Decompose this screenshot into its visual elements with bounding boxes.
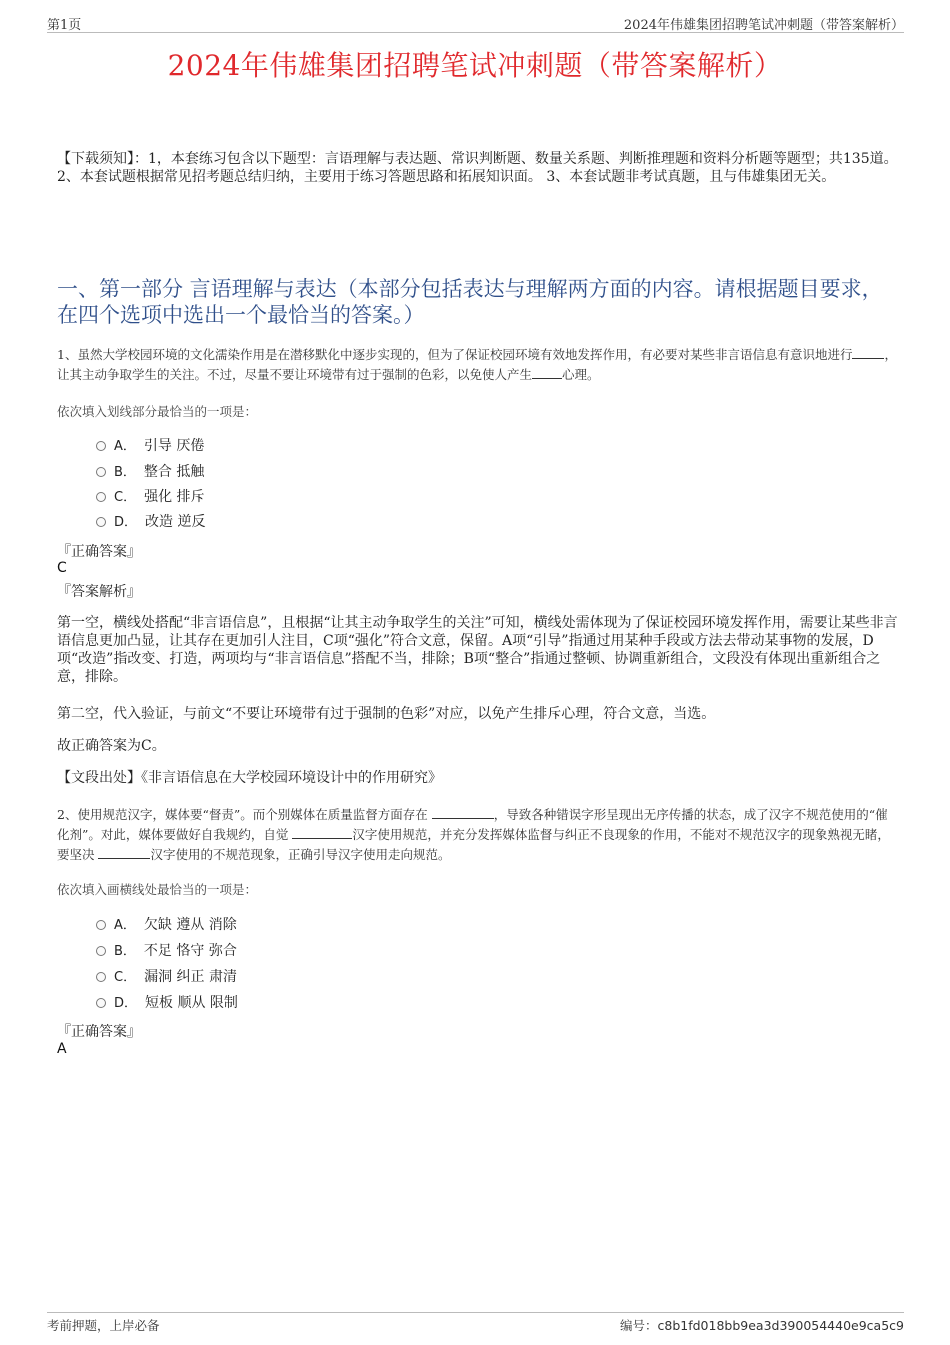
radio-icon[interactable] [96,972,106,982]
fill-blank [292,826,352,839]
question-1-stem: 1、虽然大学校园环境的文化濡染作用是在潜移默化中逐步实现的，但为了保证校园环境有效地发挥作用，有必要对某些非言语信息有意识地进行 ，让其主动争取学生的关注。不过，尽量不要让环境带有过于强制的色彩，以免使人产生 心理。 [57,347,897,382]
question-2-stem: 2、使用规范汉字，媒体要“督责”。而个别媒体在质量监督方面存在 ，导致各种错误字形呈现出无序传播的状态，成了汉字不规范使用的“催化剂”。对此，媒体要做好自我规约，自觉 汉字使用规范，并充分发挥媒体监督与纠正不良现象的作用，不能对不规范汉字的现象熟视无睹，要坚决 汉字使用的不规范现象，正确引导汉字使用走向规范。 [57,807,890,862]
fill-blank [432,806,494,819]
page-number: 第1页 [47,18,82,33]
radio-icon[interactable] [96,920,106,930]
question-1-source: 【文段出处】《非言语信息在大学校园环境设计中的作用研究》 [57,770,442,786]
radio-icon[interactable] [96,946,106,956]
section-heading: 一、第一部分 言语理解与表达（本部分包括表达与理解两方面的内容。请根据题目要求，在四个选项中选出一个最恰当的答案。） [57,277,883,327]
footer-slogan: 考前押题，上岸必备 [47,1318,160,1333]
radio-icon[interactable] [96,517,106,527]
question-1-answer: C [57,560,67,576]
question-2-option-a[interactable]: A． 欠缺 遵从 消除 [96,915,237,935]
question-1-analysis-label: 『答案解析』 [57,584,141,600]
question-1-answer-label: 『正确答案』 [57,544,141,560]
footer-document-id: 编号：c8b1fd018bb9ea3d390054440e9ca5c9 [619,1318,904,1333]
header-doc-title: 2024年伟雄集团招聘笔试冲刺题（带答案解析） [623,18,904,33]
download-notice: 【下载须知】：1，本套练习包含以下题型：言语理解与表达题、常识判断题、数量关系题、判断推理题和资料分析题等题型；共135道。 2、本套试题根据常见招考题总结归纳，主要用于练习答题思路和拓展知识面。 3、本套试题非考试真题，且与伟雄集团无关。 [57,151,898,185]
fill-blank [98,846,150,859]
fill-blank [852,346,884,359]
question-2-option-b[interactable]: B． 不足 恪守 弥合 [96,941,237,961]
question-1-option-a[interactable]: A． 引导 厌倦 [96,436,204,456]
radio-icon[interactable] [96,467,106,477]
question-1-hint: 依次填入划线部分最恰当的一项是： [57,404,258,419]
question-2-option-d[interactable]: D． 短板 顺从 限制 [96,993,238,1013]
question-1-analysis-1: 第一空，横线处搭配“非言语信息”，且根据“让其主动争取学生的关注”可知，横线处需体现为了保证校园环境发挥作用，需要让某些非言语信息更加凸显，让其存在更加引人注目，C项“强化”符合文意，保留。A项“引导”指通过用某种手段或方法去带动某事物的发展，D项“改造”指改变、打造，两项均与“非言语信息”搭配不当，排除；B项“整合”指通过整顿、协调重新组合，文段没有体现出重新组合之意，排除。 [57,615,898,685]
radio-icon[interactable] [96,492,106,502]
question-1-analysis-3: 故正确答案为C。 [57,738,166,754]
radio-icon[interactable] [96,998,106,1008]
fill-blank [532,366,562,379]
page-header [47,14,904,33]
question-2-option-c[interactable]: C． 漏洞 纠正 肃清 [96,967,237,987]
question-1-analysis-2: 第二空，代入验证，与前文“不要让环境带有过于强制的色彩”对应，以免产生排斥心理，符合文意，当选。 [57,706,716,722]
question-1-option-b[interactable]: B． 整合 抵触 [96,462,204,482]
radio-icon[interactable] [96,441,106,451]
question-1-option-d[interactable]: D． 改造 逆反 [96,512,205,532]
page-footer [47,1312,904,1333]
document-title: 2024年伟雄集团招聘笔试冲刺题（带答案解析） [167,49,783,82]
question-2-hint: 依次填入画横线处最恰当的一项是： [57,882,258,897]
question-2-answer-label: 『正确答案』 [57,1024,141,1040]
question-1-option-c[interactable]: C． 强化 排斥 [96,487,205,507]
question-2-answer: A [57,1041,67,1057]
